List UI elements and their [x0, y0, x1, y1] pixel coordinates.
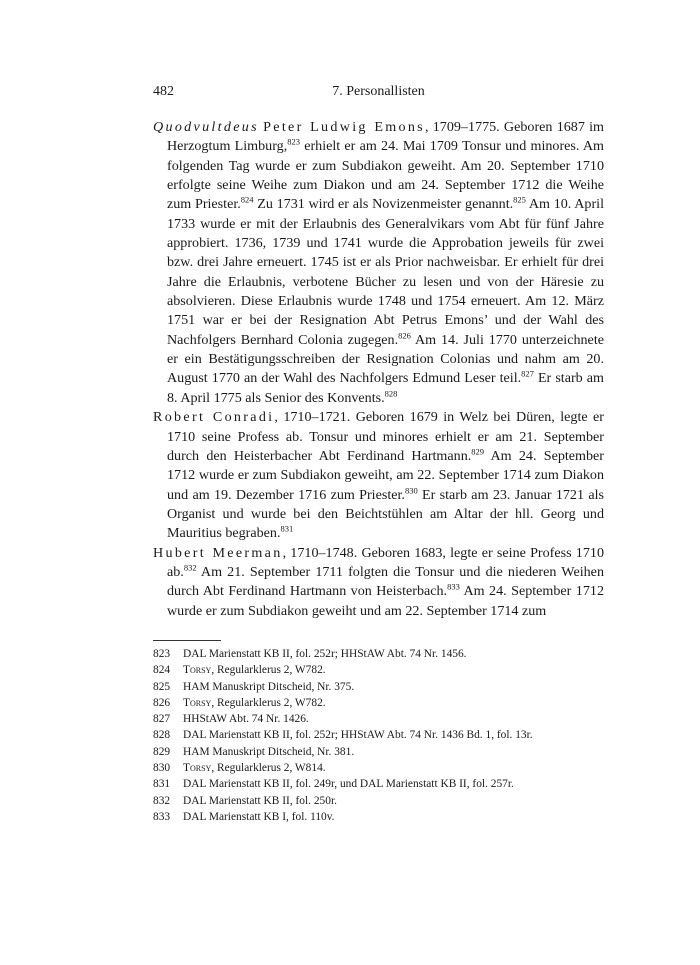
- entry-prefix-name: Quodvultdeus: [153, 119, 259, 135]
- page-number: 482: [153, 84, 174, 99]
- footnote: [153, 744, 604, 760]
- footnote: [153, 760, 604, 776]
- footnote-number: 828: [153, 729, 171, 742]
- footnote-ref[interactable]: 823: [287, 136, 300, 147]
- footnote: [153, 646, 604, 662]
- entries: [153, 118, 604, 621]
- entry-text: Er starb am 8. April 1775 als Senior des Konvents.: [167, 370, 604, 406]
- footnote: [153, 776, 604, 792]
- footnote-text: DAL Marienstatt KB II, fol. 252r; HHStAW Abt. 74 Nr. 1456.: [183, 648, 467, 660]
- entry-name: Robert Conradi: [153, 409, 275, 426]
- footnote-text: HAM Manuskript Ditscheid, Nr. 381.: [183, 745, 355, 758]
- footnote-text: DAL Marienstatt KB I, fol. 110v.: [183, 810, 335, 823]
- entry-text: , 1709–1775. Geboren 1687 im Herzogtum Limburg,: [167, 119, 605, 155]
- footnote-number: 824: [153, 664, 171, 677]
- entry-text: Am 24. September 1712 wurde er zum Subdiakon geweiht und am 22. September 1714 zum: [167, 583, 604, 619]
- footnote-text: , Regularklerus 2, W814.: [211, 762, 326, 775]
- footnote-number: 826: [153, 696, 171, 709]
- page-header: [153, 84, 604, 104]
- footnote-text: , Regularklerus 2, W782.: [211, 664, 326, 677]
- footnote-number: 827: [153, 713, 171, 726]
- footnote: [153, 727, 604, 743]
- footnote: [153, 809, 604, 825]
- footnote-ref[interactable]: 830: [404, 484, 418, 495]
- entry-text: Er starb am 23. Januar 1721 als Organist und wurde bei den Beichtstühlen am Altar der hll. Georg und Mauritius begraben.: [167, 486, 604, 542]
- running-head: 7. Personallisten: [332, 84, 425, 99]
- footnote-ref[interactable]: 827: [521, 368, 534, 379]
- footnote-text: DAL Marienstatt KB II, fol. 249r, und DAL Marienstatt KB II, fol. 257r.: [183, 778, 514, 791]
- footnote-number: 825: [153, 680, 171, 693]
- footnote-number: 833: [153, 810, 171, 823]
- footnote-text: DAL Marienstatt KB II, fol. 250r.: [183, 794, 337, 807]
- entry-text: Am 14. Juli 1770 unterzeichnete er ein Bestätigungsschreiben der Resignation Colonias und nahm am 20. August 1770 an der Wahl des Nachfolgers Edmund Leser teil.: [167, 331, 604, 387]
- footnote-number: 829: [153, 745, 171, 758]
- entry-conradi: [153, 408, 604, 543]
- footnote-text: , Regularklerus 2, W782.: [211, 696, 326, 709]
- footnote-ref[interactable]: 831: [280, 523, 294, 534]
- footnote-ref[interactable]: 832: [183, 562, 197, 573]
- footnote-number: 830: [153, 762, 171, 775]
- entry-text: , 1710–1748. Geboren 1683, legte er seine Profess 1710 ab.: [167, 544, 604, 580]
- entry-text: Zu 1731 wird er als Novizenmeister genannt.: [253, 196, 514, 213]
- footnote-number: 823: [153, 648, 171, 660]
- footnote: [153, 711, 604, 727]
- entry-name: Hubert Meerman: [153, 544, 283, 561]
- footnote-author: Torsy: [183, 664, 212, 677]
- footnote-author: Torsy: [183, 696, 212, 709]
- footnotes: [153, 646, 604, 825]
- entry-meerman: [153, 544, 604, 621]
- entry-text: Am 24. September 1712 wurde er zum Subdiakon geweiht, am 22. September 1714 zum Diakon und am 19. Dezember 1716 zum Priester.: [167, 447, 604, 503]
- footnote: [153, 793, 604, 809]
- footnote-ref[interactable]: 833: [447, 581, 460, 592]
- footnote-author: Torsy: [183, 762, 212, 775]
- entry-text: , 1710–1721. Geboren 1679 in Welz bei Düren, legte er 1710 seine Profess ab. Tonsur und minores erhielt er am 21. September durch den Heisterbacher Abt Ferdinand Hartmann.: [167, 409, 604, 464]
- entry-text: Am 21. September 1711 folgten die Tonsur und die niederen Weihen durch Abt Ferdinand Hartmann von Heisterbach.: [167, 563, 604, 600]
- footnote: [153, 662, 604, 678]
- footnote-ref[interactable]: 826: [398, 330, 411, 341]
- footnote-number: 831: [153, 778, 171, 791]
- footnote-text: HHStAW Abt. 74 Nr. 1426.: [183, 713, 309, 726]
- footnote-number: 832: [153, 794, 171, 807]
- entry-emons: [153, 118, 604, 408]
- entry-name: Peter Ludwig Emons: [263, 119, 425, 135]
- footnote: [153, 695, 604, 711]
- footnote-divider: [153, 640, 221, 641]
- footnote-ref[interactable]: 824: [240, 194, 254, 205]
- footnote-ref[interactable]: 825: [513, 194, 526, 205]
- footnote: [153, 679, 604, 695]
- footnote-ref[interactable]: 828: [384, 388, 398, 399]
- footnote-text: DAL Marienstatt KB II, fol. 252r; HHStAW Abt. 74 Nr. 1436 Bd. 1, fol. 13r.: [183, 729, 533, 742]
- footnote-ref[interactable]: 829: [471, 446, 485, 457]
- entry-text: Am 10. April 1733 wurde er mit der Erlaubnis des Generalvikars vom Abt für fünf Jahre approbiert. 1736, 1739 und 1741 wurde die Approbation jeweils für zwei bzw. drei Jahre erneuert. 1745 ist er als Prior nachweisbar. Er erhielt für drei Jahre die Erlaubnis, verbotene Bücher zu lesen und von der Häresie zu absolvieren. Diese Erlaubnis wurde 1748 und 1754 erneuert. Am 12. März 1751 war er bei der Resignation Abt Petrus Emons’ und der Wahl des Nachfolgers Bernhard Colonia zugegen.: [167, 196, 604, 348]
- footnote-text: HAM Manuskript Ditscheid, Nr. 375.: [183, 680, 355, 693]
- entry-text: erhielt er am 24. Mai 1709 Tonsur und minores. Am folgenden Tag wurde er zum Subdiakon geweiht. Am 20. September 1710 erfolgte seine Weihe zum Diakon und am 24. September 1712 die Weihe zum Priester.: [167, 138, 604, 213]
